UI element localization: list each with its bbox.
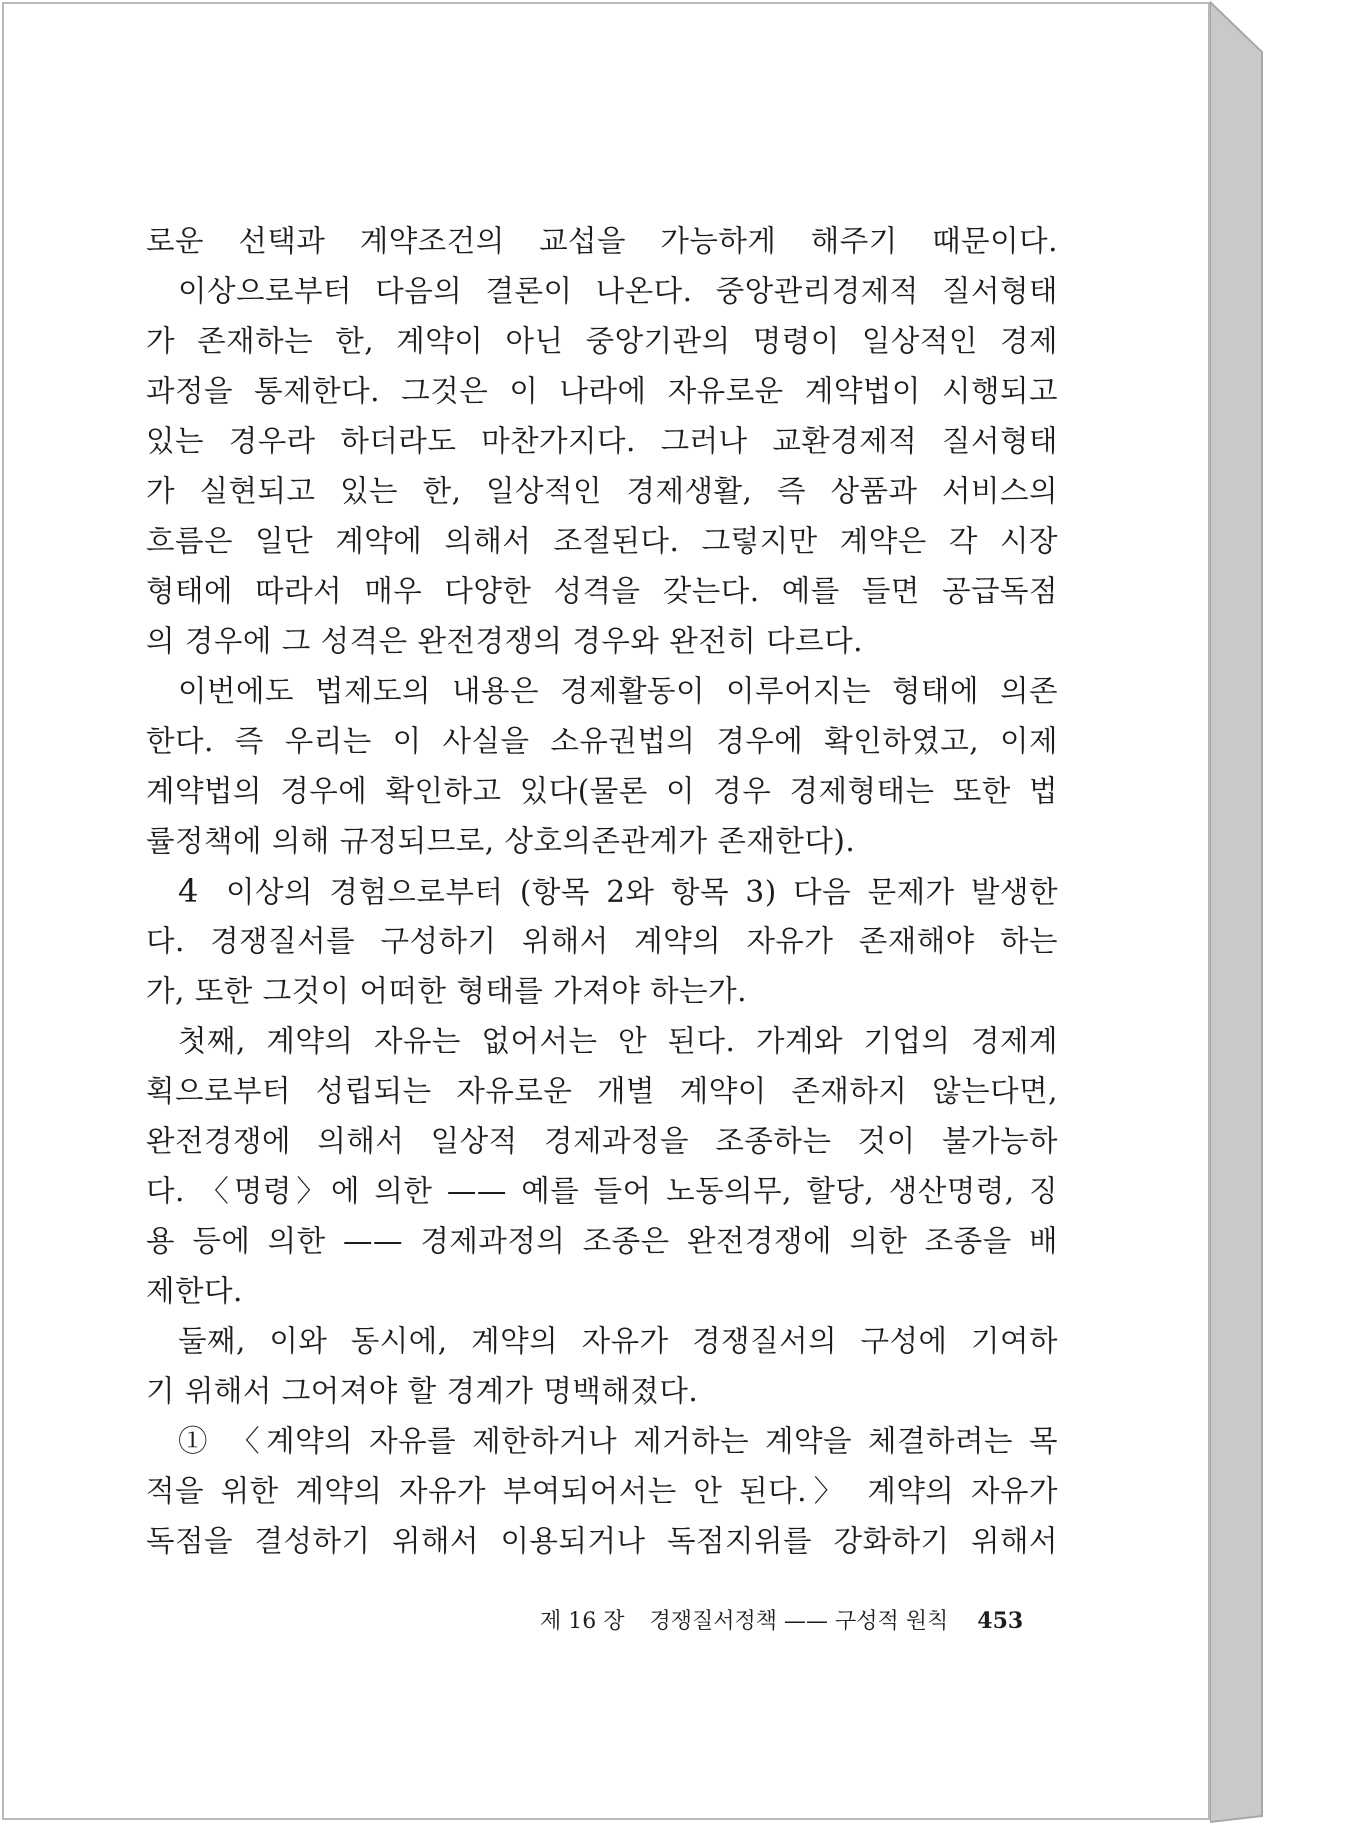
text-line: 형태에 따라서 매우 다양한 성격을 갖는다. 예를 들면 공급독점 bbox=[146, 574, 1058, 608]
text-line: 독점을 결성하기 위해서 이용되거나 독점지위를 강화하기 위해서 bbox=[146, 1524, 1058, 1558]
section-start-line bbox=[146, 866, 1058, 916]
text-line: 다. 〈명령〉에 의한 —— 예를 들어 노동의무, 할당, 생산명령, 징 bbox=[146, 1174, 1058, 1208]
text-line: 로운 선택과 계약조건의 교섭을 가능하게 해주기 때문이다. bbox=[146, 224, 1058, 258]
text-line: 완전경쟁에 의해서 일상적 경제과정을 조종하는 것이 불가능하 bbox=[146, 1124, 1058, 1158]
text-line: 첫째, 계약의 자유는 없어서는 안 된다. 가계와 기업의 경제계 bbox=[178, 1024, 1058, 1058]
text-line: 한다. 즉 우리는 이 사실을 소유권법의 경우에 확인하였고, 이제 bbox=[146, 724, 1058, 758]
text-line: 이상의 경험으로부터 (항목 2와 항목 3) 다음 문제가 발생한 bbox=[226, 875, 1058, 909]
text-line: 가 실현되고 있는 한, 일상적인 경제생활, 즉 상품과 서비스의 bbox=[146, 474, 1058, 508]
text-line: 기 위해서 그어져야 할 경계가 명백해졌다. bbox=[146, 1374, 699, 1408]
book-page bbox=[2, 2, 1210, 1820]
text-line: 률정책에 의해 규정되므로, 상호의존관계가 존재한다). bbox=[146, 824, 856, 858]
text-line: 있는 경우라 하더라도 마찬가지다. 그러나 교환경제적 질서형태 bbox=[146, 424, 1058, 458]
text-line: 가 존재하는 한, 계약이 아닌 중앙기관의 명령이 일상적인 경제 bbox=[146, 324, 1058, 358]
text-line: 가, 또한 그것이 어떠한 형태를 가져야 하는가. bbox=[146, 974, 747, 1008]
chapter-label: 제 16 장 bbox=[540, 1609, 625, 1634]
text-line: 이상으로부터 다음의 결론이 나온다. 중앙관리경제적 질서형태 bbox=[178, 274, 1058, 308]
page-footer bbox=[540, 1604, 1023, 1635]
chapter-title: 경쟁질서정책 —— 구성적 원칙 bbox=[649, 1609, 949, 1634]
page-number: 453 bbox=[977, 1608, 1024, 1634]
section-number: 4 bbox=[178, 872, 199, 910]
text-line: 획으로부터 성립되는 자유로운 개별 계약이 존재하지 않는다면, bbox=[146, 1074, 1058, 1108]
text-line: 과정을 통제한다. 그것은 이 나라에 자유로운 계약법이 시행되고 bbox=[146, 374, 1058, 408]
text-line: 다. 경쟁질서를 구성하기 위해서 계약의 자유가 존재해야 하는 bbox=[146, 924, 1058, 958]
text-line: 용 등에 의한 —— 경제과정의 조종은 완전경쟁에 의한 조종을 배 bbox=[146, 1224, 1058, 1258]
text-line: 계약법의 경우에 확인하고 있다(물론 이 경우 경제형태는 또한 법 bbox=[146, 774, 1058, 808]
text-line: 적을 위한 계약의 자유가 부여되어서는 안 된다.〉 계약의 자유가 bbox=[146, 1474, 1058, 1508]
text-line: 의 경우에 그 성격은 완전경쟁의 경우와 완전히 다르다. bbox=[146, 624, 863, 658]
text-line: 흐름은 일단 계약에 의해서 조절된다. 그렇지만 계약은 각 시장 bbox=[146, 524, 1058, 558]
page-body-text bbox=[146, 216, 1058, 1566]
text-line: 이번에도 법제도의 내용은 경제활동이 이루어지는 형태에 의존 bbox=[178, 674, 1058, 708]
text-line: 제한다. bbox=[146, 1274, 243, 1308]
text-line: 둘째, 이와 동시에, 계약의 자유가 경쟁질서의 구성에 기여하 bbox=[178, 1324, 1058, 1358]
text-line: ① 〈계약의 자유를 제한하거나 제거하는 계약을 체결하려는 목 bbox=[178, 1424, 1058, 1458]
